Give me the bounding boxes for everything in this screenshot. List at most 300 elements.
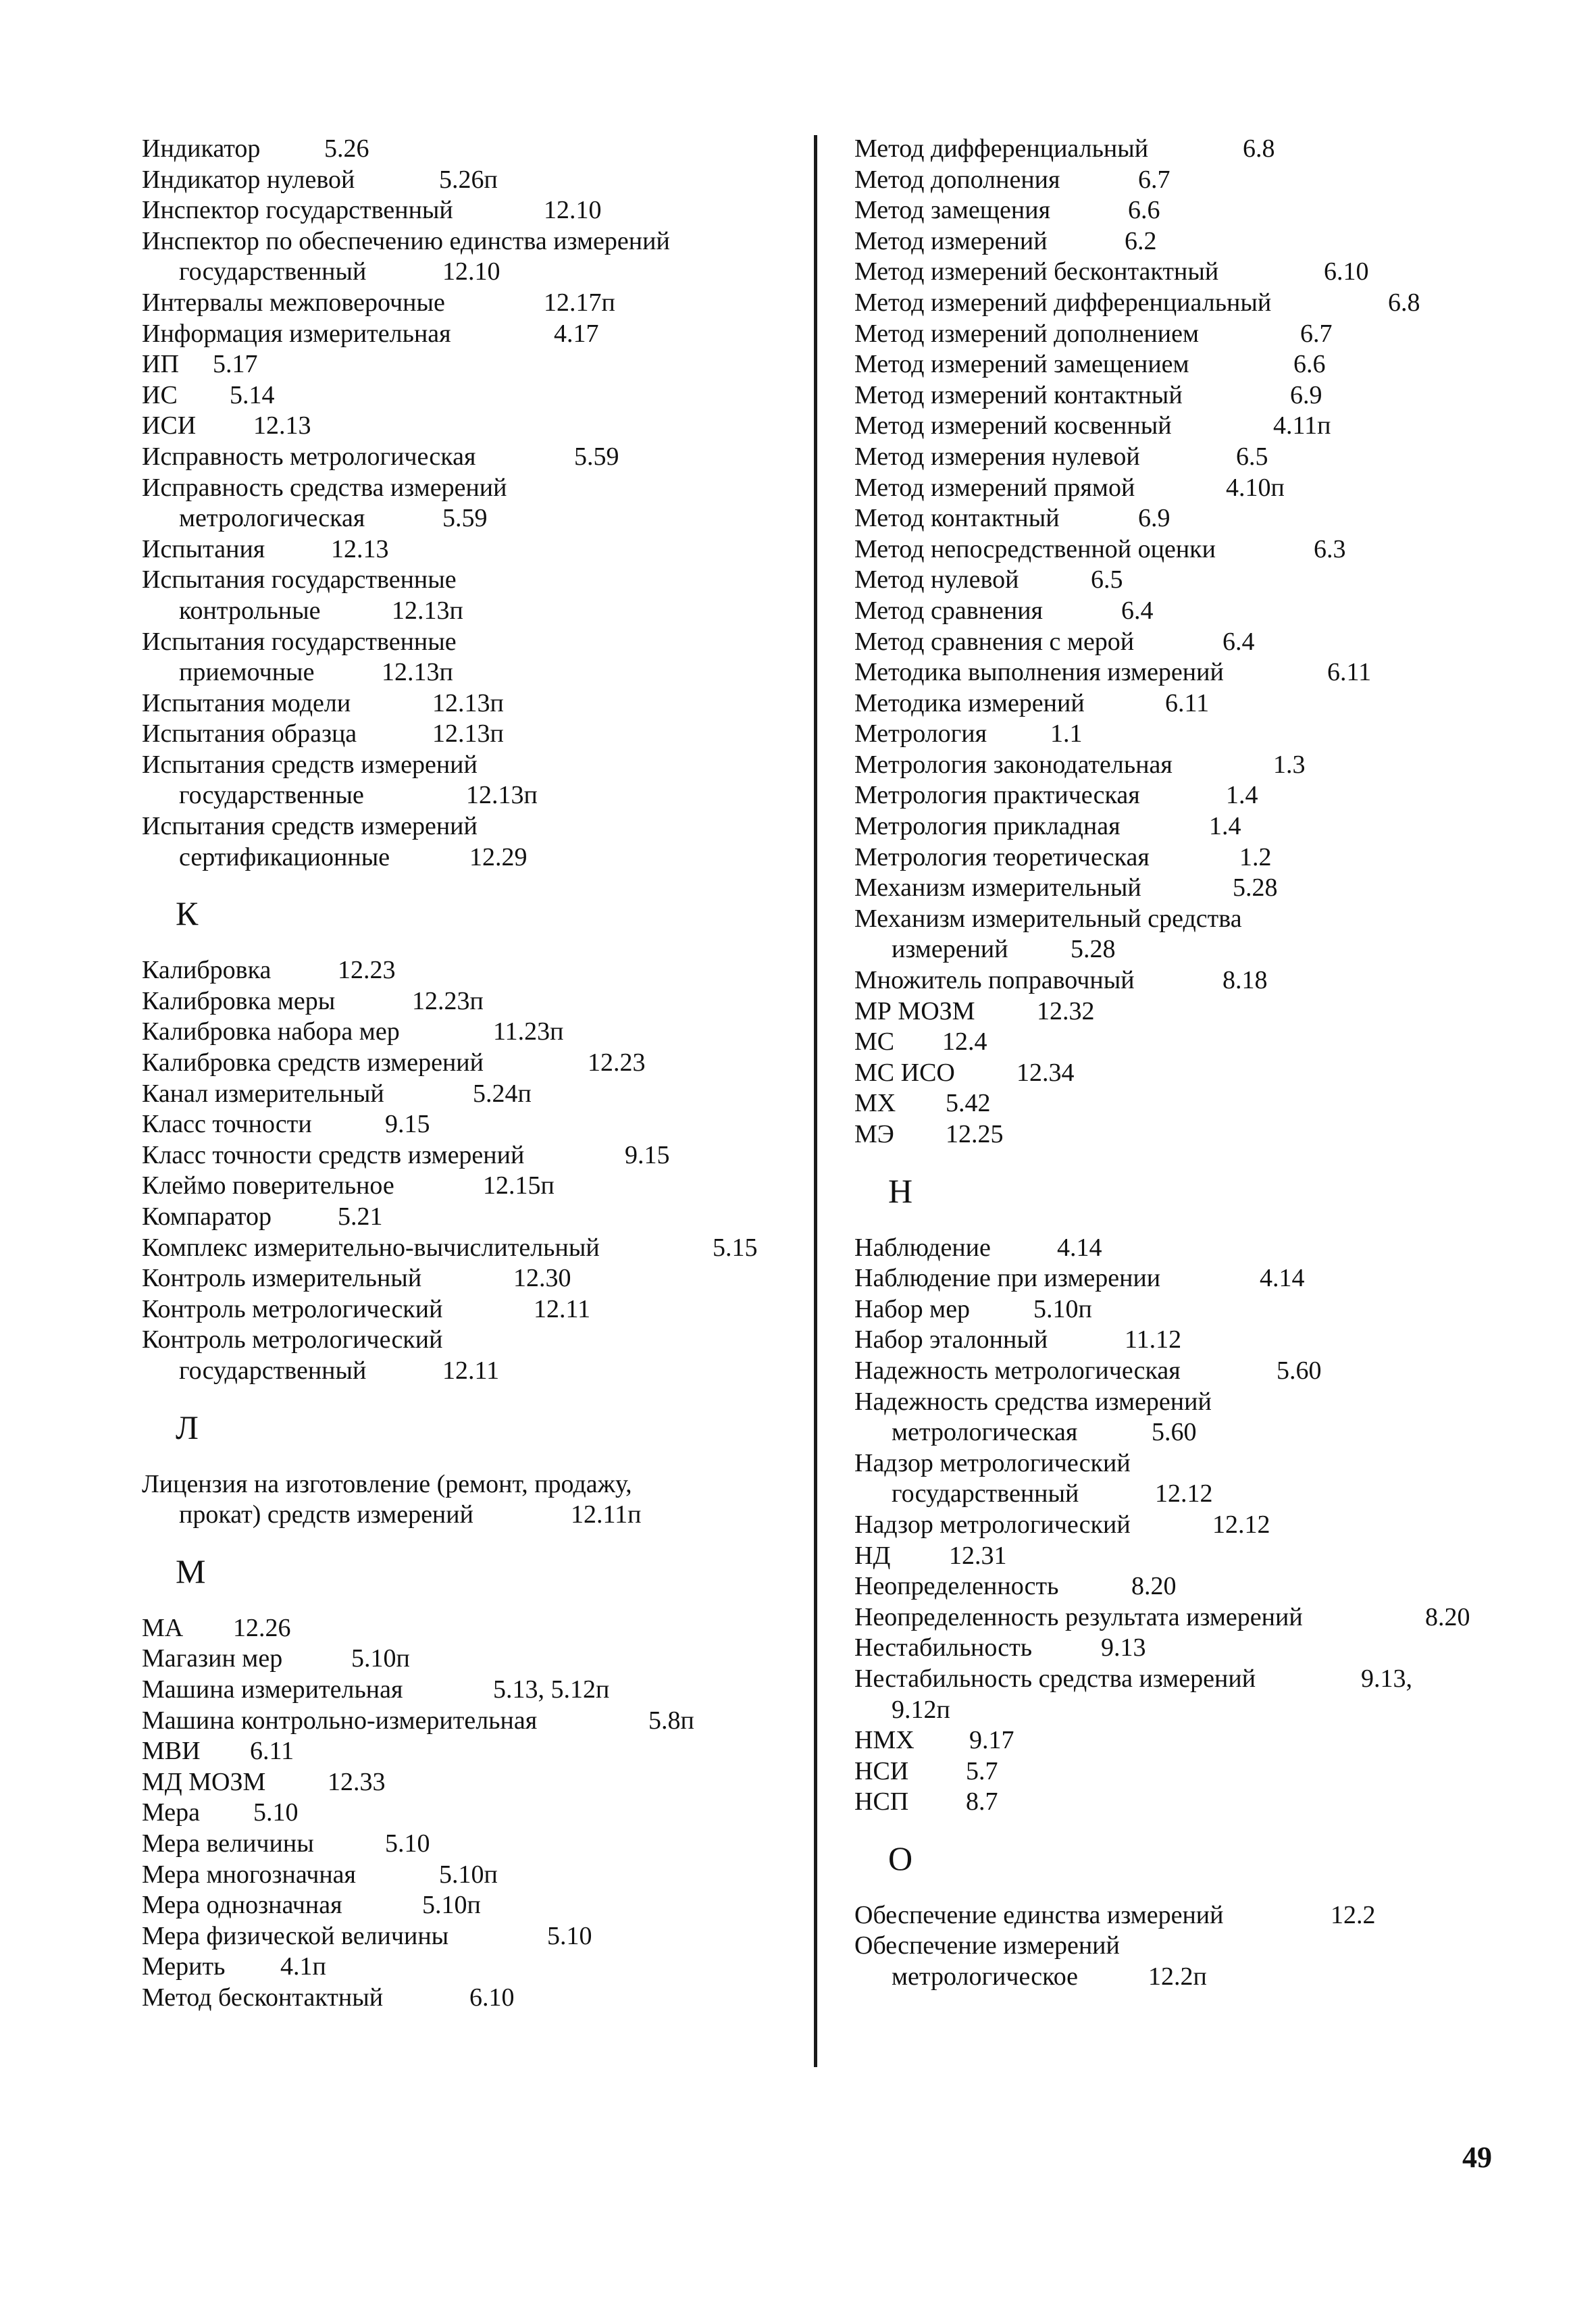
section-letter: Н (888, 1171, 913, 1210)
index-entry (854, 1325, 1530, 1356)
index-entry (854, 1541, 1530, 1572)
index-entry (142, 473, 817, 534)
entry-term: Метрология практическая (854, 781, 1140, 810)
index-entry (854, 1448, 1530, 1510)
index-entry (142, 1952, 817, 1983)
entry-reference: 12.30 (513, 1264, 571, 1293)
entry-term: Метод сравнения с мерой (854, 627, 1135, 656)
entry-term: Метод бесконтактный (142, 1983, 384, 2012)
index-entry (854, 1571, 1530, 1602)
index-left-column (142, 134, 817, 2013)
entry-term: Клеймо поверительное (142, 1171, 394, 1200)
entry-term: Контроль метрологический (142, 1325, 443, 1354)
entry-reference: 6.7 (1138, 165, 1170, 194)
index-entry (854, 719, 1530, 750)
entry-term: Метод измерений замещением (854, 350, 1189, 379)
entry-term: Калибровка набора мер (142, 1017, 400, 1046)
entry-term-continuation: приемочные (179, 658, 315, 687)
entry-term: МА (142, 1613, 184, 1642)
entry-reference: 6.2 (1125, 226, 1157, 255)
index-entry (142, 1613, 817, 1644)
entry-term: Класс точности (142, 1110, 312, 1139)
index-entry (854, 842, 1530, 873)
entry-term: Инспектор государственный (142, 196, 453, 225)
entry-reference: 11.12 (1125, 1325, 1182, 1354)
entry-term-continuation: сертификационные (179, 842, 390, 871)
entry-term: Машина измерительная (142, 1675, 403, 1704)
index-entry (142, 1798, 817, 1829)
entry-term-continuation: измерений (892, 935, 1008, 964)
index-entry (142, 1233, 817, 1264)
index-entry (854, 1664, 1530, 1725)
index-entry (854, 473, 1530, 504)
index-entry (854, 1725, 1530, 1756)
index-entry (854, 1058, 1530, 1089)
index-entry (854, 1602, 1530, 1633)
entry-term: Интервалы межповерочные (142, 288, 445, 317)
entry-reference: 12.2п (1148, 1962, 1207, 1991)
entry-reference: 8.7 (966, 1787, 998, 1816)
index-entry (142, 986, 817, 1017)
entry-term: Метод непосредственной оценки (854, 534, 1216, 563)
index-entry (854, 411, 1530, 442)
entry-reference: 6.7 (1300, 319, 1333, 348)
entry-term: Метод дополнения (854, 165, 1060, 194)
entry-term: Наблюдение (854, 1233, 991, 1262)
index-entry (854, 226, 1530, 257)
entry-term: Методика выполнения измерений (854, 658, 1224, 687)
entry-reference: 12.11 (534, 1294, 591, 1323)
index-entry (854, 442, 1530, 473)
entry-reference: 9.13, (1361, 1664, 1412, 1693)
index-entry (854, 657, 1530, 688)
index-entry (854, 627, 1530, 658)
entry-reference: 12.33 (328, 1767, 386, 1796)
entry-term: Метод измерений (854, 226, 1048, 255)
index-entry (142, 1202, 817, 1233)
entry-term: Обеспечение измерений (854, 1931, 1120, 1960)
entry-reference: 4.17 (554, 319, 599, 348)
entry-term: МС (854, 1027, 895, 1057)
index-entry (854, 1387, 1530, 1448)
index-entry (142, 1767, 817, 1798)
entry-reference: 12.10 (442, 257, 500, 286)
section-letter: Л (176, 1408, 199, 1446)
entry-reference: 12.2 (1331, 1900, 1376, 1929)
entry-term: Компаратор (142, 1202, 272, 1231)
index-entry (854, 165, 1530, 196)
entry-term: Испытания модели (142, 688, 351, 717)
entry-reference: 5.60 (1277, 1356, 1322, 1385)
entry-term: Испытания государственные (142, 565, 457, 594)
entry-term: Метод контактный (854, 504, 1060, 533)
index-entry (142, 1017, 817, 1048)
entry-reference: 6.4 (1222, 627, 1255, 656)
entry-term: Обеспечение единства измерений (854, 1900, 1224, 1929)
entry-reference: 12.13п (392, 596, 463, 625)
index-entry (142, 1079, 817, 1110)
entry-reference: 12.12 (1155, 1479, 1213, 1508)
section-letter: О (888, 1839, 913, 1877)
entry-term: МЭ (854, 1120, 894, 1148)
entry-reference: 12.11 (442, 1356, 500, 1385)
entry-reference: 12.23 (338, 956, 396, 985)
entry-reference: 5.59 (574, 442, 619, 471)
entry-term: Нестабильность средства измерений (854, 1664, 1256, 1693)
index-entry (854, 503, 1530, 534)
entry-reference: 8.18 (1222, 966, 1268, 995)
entry-term: Контроль измерительный (142, 1264, 422, 1293)
entry-reference: 6.9 (1138, 504, 1170, 533)
index-entry (142, 1706, 817, 1737)
entry-reference: 12.13 (253, 411, 311, 440)
entry-reference: 6.11 (1327, 658, 1372, 687)
entry-reference: 11.23п (493, 1017, 564, 1046)
index-entry (854, 996, 1530, 1027)
entry-term: Мера (142, 1798, 201, 1827)
index-entry (142, 411, 817, 442)
index-entry (142, 1109, 817, 1140)
index-entry (142, 380, 817, 411)
entry-term-continuation: государственный (892, 1479, 1079, 1508)
index-entry (854, 904, 1530, 965)
index-entry (142, 1983, 817, 2014)
index-entry (142, 1263, 817, 1294)
entry-reference: 8.20 (1131, 1572, 1177, 1601)
index-entry (854, 1088, 1530, 1119)
entry-reference: 5.10п (439, 1860, 498, 1889)
entry-reference: 5.15 (713, 1233, 758, 1262)
index-entry (854, 1633, 1530, 1664)
entry-term: НМХ (854, 1726, 915, 1755)
entry-term: Комплекс измерительно-вычислительный (142, 1233, 600, 1262)
entry-reference: 6.6 (1128, 196, 1160, 225)
index-entry (142, 442, 817, 473)
entry-term: Метод измерений контактный (854, 380, 1183, 409)
index-entry (142, 534, 817, 565)
entry-reference: 5.10 (253, 1798, 299, 1827)
entry-reference: 12.13п (382, 658, 453, 687)
index-entry (854, 811, 1530, 842)
index-right-column (854, 134, 1530, 1993)
entry-term: Метрология законодательная (854, 750, 1173, 779)
entry-reference: 5.17 (213, 350, 258, 379)
index-entry (142, 1171, 817, 1202)
entry-term: Испытания образца (142, 719, 357, 748)
section-letter: М (176, 1552, 206, 1590)
index-entry (142, 1921, 817, 1952)
entry-term: ИС (142, 380, 178, 409)
entry-reference: 12.32 (1037, 996, 1095, 1025)
entry-term: Индикатор (142, 134, 261, 163)
entry-term: Испытания (142, 534, 265, 563)
index-entry (854, 319, 1530, 350)
entry-term: Мера однозначная (142, 1891, 342, 1920)
index-entry (854, 1787, 1530, 1818)
index-entry (142, 1140, 817, 1171)
index-entry (142, 955, 817, 986)
entry-reference: 9.15 (385, 1110, 430, 1139)
entry-term: Неопределенность (854, 1572, 1059, 1601)
entry-reference: 4.11п (1273, 411, 1331, 440)
index-entry (142, 349, 817, 380)
index-entry (854, 873, 1530, 904)
index-entry (854, 1510, 1530, 1541)
index-entry (854, 750, 1530, 781)
index-entry (142, 1890, 817, 1921)
entry-reference: 5.59 (442, 504, 488, 533)
entry-term: Машина контрольно-измерительная (142, 1706, 538, 1735)
index-entry (854, 1356, 1530, 1387)
entry-term: Информация измерительная (142, 319, 451, 348)
entry-reference: 12.13п (432, 688, 504, 717)
entry-reference: 6.11 (1165, 688, 1210, 717)
entry-reference: 1.4 (1209, 812, 1241, 841)
index-entry (142, 165, 817, 196)
index-entry (142, 565, 817, 626)
entry-term: Исправность средства измерений (142, 473, 507, 502)
entry-reference: 9.13 (1101, 1633, 1146, 1662)
entry-term-continuation: метрологическая (179, 504, 365, 533)
entry-term: Механизм измерительный средства (854, 904, 1242, 933)
entry-reference: 5.26 (324, 134, 369, 163)
index-entry (854, 257, 1530, 288)
entry-reference: 6.11 (250, 1737, 294, 1766)
index-entry (854, 1900, 1530, 1931)
entry-term: Контроль метрологический (142, 1294, 443, 1323)
page-number: 49 (1462, 2141, 1492, 2174)
entry-term: Метрология прикладная (854, 812, 1121, 841)
entry-reference: 6.8 (1388, 288, 1420, 317)
entry-reference: 1.1 (1050, 719, 1083, 748)
entry-reference: 6.9 (1290, 380, 1322, 409)
entry-term: Класс точности средств измерений (142, 1140, 525, 1169)
index-entry (142, 1829, 817, 1860)
index-entry (854, 1931, 1530, 1992)
entry-reference: 5.28 (1071, 935, 1116, 964)
index-entry (142, 627, 817, 688)
entry-reference: 5.42 (946, 1089, 991, 1118)
index-entry (854, 288, 1530, 319)
entry-term: Метод сравнения (854, 596, 1044, 625)
entry-reference: 5.10 (385, 1829, 430, 1858)
entry-term: Метод дифференциальный (854, 134, 1149, 163)
entry-reference: 12.17п (544, 288, 615, 317)
index-entry (142, 319, 817, 350)
index-entry (854, 565, 1530, 596)
entry-term-continuation: прокат) средств измерений (179, 1500, 473, 1529)
entry-term: МС ИСО (854, 1058, 955, 1087)
entry-reference: 12.13п (432, 719, 504, 748)
entry-term: Надзор метрологический (854, 1510, 1131, 1539)
index-entry (142, 226, 817, 288)
index-entry (142, 719, 817, 750)
entry-reference: 5.21 (338, 1202, 383, 1231)
entry-reference: 5.28 (1233, 873, 1278, 903)
entry-term: Методика измерений (854, 688, 1085, 717)
entry-reference: 12.10 (544, 196, 602, 225)
entry-reference: 9.17 (969, 1726, 1014, 1755)
entry-term: Испытания средств измерений (142, 750, 478, 779)
entry-term: Метод измерений косвенный (854, 411, 1172, 440)
index-entry (142, 134, 817, 165)
index-entry (854, 195, 1530, 226)
entry-term: Метод измерений бесконтактный (854, 257, 1219, 286)
entry-reference: 6.6 (1293, 350, 1326, 379)
entry-term: НСИ (854, 1756, 909, 1785)
entry-reference: 6.10 (469, 1983, 515, 2012)
entry-reference: 12.31 (949, 1541, 1007, 1570)
entry-term: Надежность средства измерений (854, 1387, 1212, 1416)
entry-reference: 5.7 (966, 1756, 998, 1785)
entry-reference: 6.10 (1324, 257, 1369, 286)
entry-term: Метод измерений дифференциальный (854, 288, 1272, 317)
entry-reference: 1.2 (1239, 842, 1272, 871)
entry-term: Инспектор по обеспечению единства измерений (142, 226, 670, 255)
index-entry (142, 1294, 817, 1325)
index-entry (854, 134, 1530, 165)
entry-term: Испытания государственные (142, 627, 457, 656)
entry-term: Набор эталонный (854, 1325, 1048, 1354)
entry-reference: 5.13, 5.12п (493, 1675, 610, 1704)
entry-term: Калибровка меры (142, 986, 336, 1015)
entry-term: Метод нулевой (854, 565, 1019, 594)
index-entry (142, 1469, 817, 1531)
index-entry (142, 688, 817, 719)
index-entry (142, 1048, 817, 1079)
entry-term: Мера многозначная (142, 1860, 357, 1889)
entry-term: Калибровка (142, 956, 272, 985)
entry-term: Испытания средств измерений (142, 812, 478, 841)
index-entry (854, 1233, 1530, 1264)
entry-reference: 4.10п (1226, 473, 1285, 502)
entry-term: Лицензия на изготовление (ремонт, продажу, (142, 1469, 632, 1498)
entry-term: Калибровка средств измерений (142, 1048, 484, 1077)
entry-term: Неопределенность результата измерений (854, 1602, 1303, 1631)
entry-term-continuation: метрологическая (892, 1418, 1078, 1447)
entry-term-continuation: государственные (179, 781, 364, 810)
entry-term: Механизм измерительный (854, 873, 1141, 903)
entry-term: Индикатор нулевой (142, 165, 355, 194)
entry-reference: 1.3 (1273, 750, 1306, 779)
entry-reference: 5.26п (439, 165, 498, 194)
index-entry (142, 288, 817, 319)
entry-reference: 12.23п (412, 986, 484, 1015)
entry-reference: 12.29 (469, 842, 527, 871)
entry-reference: 6.5 (1236, 442, 1268, 471)
entry-term: МХ (854, 1089, 896, 1118)
entry-term: Мерить (142, 1952, 226, 1981)
index-entry (854, 1119, 1530, 1150)
index-entry (854, 688, 1530, 719)
entry-reference: 12.23 (588, 1048, 646, 1077)
index-entry (854, 1263, 1530, 1294)
section-letter: К (176, 894, 199, 933)
column-divider (814, 135, 817, 2067)
entry-reference: 12.15п (483, 1171, 555, 1200)
entry-reference: 5.24п (473, 1079, 532, 1108)
entry-term: МР МОЗМ (854, 996, 975, 1025)
index-entry (854, 780, 1530, 811)
index-entry (142, 1325, 817, 1386)
entry-term-continuation: метрологическое (892, 1962, 1079, 1991)
entry-term: Надежность метрологическая (854, 1356, 1181, 1385)
index-entry (142, 750, 817, 811)
entry-term: Метрология (854, 719, 987, 748)
entry-term: Метод замещения (854, 196, 1051, 225)
entry-term: Исправность метрологическая (142, 442, 476, 471)
entry-reference: 12.26 (233, 1613, 291, 1642)
entry-reference: 12.12 (1212, 1510, 1270, 1539)
entry-reference: 4.1п (280, 1952, 326, 1981)
entry-term-continuation: контрольные (179, 596, 321, 625)
index-entry (142, 811, 817, 873)
entry-term: Множитель поправочный (854, 966, 1135, 995)
entry-term-continuation: государственный (179, 257, 367, 286)
entry-reference: 5.8п (648, 1706, 694, 1735)
entry-reference: 12.13 (331, 534, 389, 563)
entry-reference: 4.14 (1260, 1264, 1305, 1293)
entry-term: НСП (854, 1787, 909, 1816)
entry-reference: 5.10п (1033, 1294, 1092, 1323)
entry-reference: 1.4 (1226, 781, 1258, 810)
entry-reference: 5.10п (351, 1644, 410, 1673)
entry-reference: 9.15 (625, 1140, 670, 1169)
entry-reference: 5.10 (547, 1921, 592, 1950)
entry-reference-continuation: 9.12п (892, 1695, 950, 1724)
index-entry (854, 1027, 1530, 1058)
entry-term: Набор мер (854, 1294, 971, 1323)
index-entry (854, 596, 1530, 627)
entry-term: Метод измерений прямой (854, 473, 1135, 502)
index-entry (854, 534, 1530, 565)
index-entry (142, 1860, 817, 1891)
entry-reference: 12.34 (1016, 1058, 1075, 1087)
entry-term: МВИ (142, 1737, 201, 1766)
index-entry (854, 965, 1530, 996)
index-entry (854, 1294, 1530, 1325)
index-entry (142, 1675, 817, 1706)
entry-term: Мера физической величины (142, 1921, 449, 1950)
entry-reference: 6.4 (1121, 596, 1154, 625)
entry-reference: 12.13п (466, 781, 538, 810)
entry-term: Наблюдение при измерении (854, 1264, 1161, 1293)
index-entry (142, 1644, 817, 1675)
index-entry (854, 380, 1530, 411)
entry-reference: 6.5 (1091, 565, 1123, 594)
entry-reference: 6.8 (1243, 134, 1275, 163)
entry-reference: 4.14 (1057, 1233, 1102, 1262)
entry-reference: 12.4 (942, 1027, 987, 1057)
entry-term: МД МОЗМ (142, 1767, 266, 1796)
entry-term: ИП (142, 350, 179, 379)
entry-term: Магазин мер (142, 1644, 283, 1673)
entry-term: Мера величины (142, 1829, 314, 1858)
entry-term: Метод измерения нулевой (854, 442, 1140, 471)
entry-term: Надзор метрологический (854, 1448, 1131, 1477)
entry-term: Метод измерений дополнением (854, 319, 1200, 348)
index-entry (854, 1756, 1530, 1787)
entry-term: Нестабильность (854, 1633, 1033, 1662)
entry-term: ИСИ (142, 411, 197, 440)
entry-term: Метрология теоретическая (854, 842, 1150, 871)
entry-term-continuation: государственный (179, 1356, 367, 1385)
entry-reference: 8.20 (1425, 1602, 1470, 1631)
entry-term: НД (854, 1541, 891, 1570)
entry-reference: 5.14 (230, 380, 275, 409)
entry-reference: 5.10п (422, 1891, 481, 1920)
index-entry (142, 1736, 817, 1767)
